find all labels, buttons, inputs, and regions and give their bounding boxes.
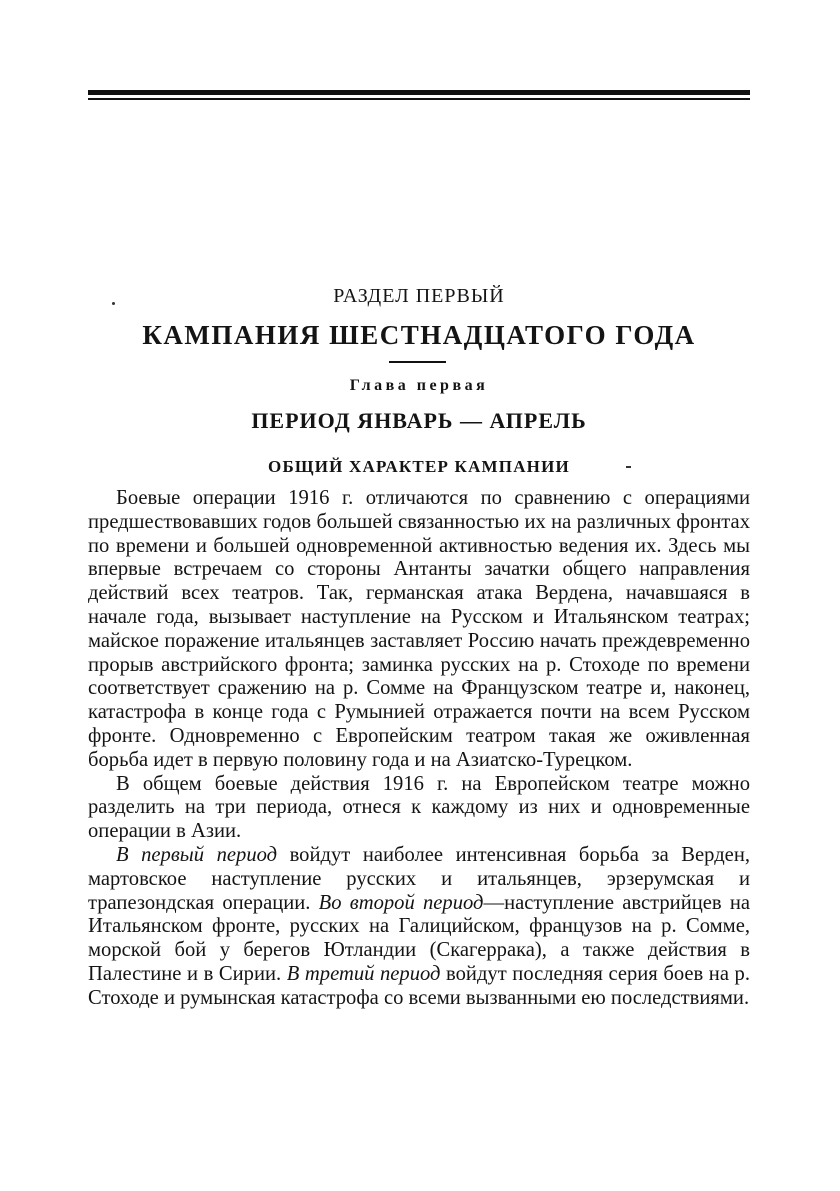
chapter-title: ПЕРИОД ЯНВАРЬ — АПРЕЛЬ [251,408,587,433]
period-three-text: войдут последняя серия боев на р. Стоходе и румынская катастрофа со всеми вызванными ею последствиями. [88,962,750,1009]
period-one-text: войдут наиболее интенсивная борьба за Верден, мартовское наступление русских и итальянцев, эрзерумская и трапезондская операции. [88,843,750,914]
period-three-label: В третий период [286,962,441,985]
body-text [88,487,750,1011]
stray-mark [626,466,631,468]
part-title: КАМПАНИЯ ШЕСТНАДЦАТОГО ГОДА [142,320,696,350]
paragraph-1: Боевые операции 1916 г. отличаются по сравнению с операциями предшествовавших годов большей связанностью их на различных фронтах по времени и большей одновременной активностью ведения их. Здесь мы впервые встречаем со стороны Антанты зачатки общего направления действий всех театров. Так, германская атака Вердена, начавшаяся в начале года, вызывает наступление на Русском и Итальянском театрах; майское поражение итальянцев заставляет Россию начать преждевременно прорыв австрийского фронта; заминка русских на р. Стоходе по времени соответствует сражению на р. Сомме на Французском театре и, наконец, катастрофа в конце года с Румынией отражается почти на всем Русском фронте. Одновременно с Европейским театром такая же оживленная борьба идет в первую половину года и на Азиатско-Турецком. [88,487,750,771]
paragraph-3 [88,844,750,1011]
top-rule-thin [88,98,750,100]
chapter-label: Глава первая [349,377,489,394]
title-divider [389,361,446,363]
period-one-label: В первый период [116,843,278,866]
subsection-title: ОБЩИЙ ХАРАКТЕР КАМПАНИИ [268,457,570,476]
period-two-text: —наступление австрийцев на Итальянском фронте, русских на Галицийском, французов на р. Сомме, морской бой у берегов Ютландии (Скагеррака), а также действия в Палестине и в Сирии. [88,891,750,985]
top-rule-thick [88,90,750,95]
section-label: РАЗДЕЛ ПЕРВЫЙ [333,285,505,307]
paragraph-2: В общем боевые действия 1916 г. на Европейском театре можно разделить на три периода, отнеся к каждому из них и одновременные операции в Азии. [88,772,750,843]
period-two-label: Во второй период [318,891,484,914]
